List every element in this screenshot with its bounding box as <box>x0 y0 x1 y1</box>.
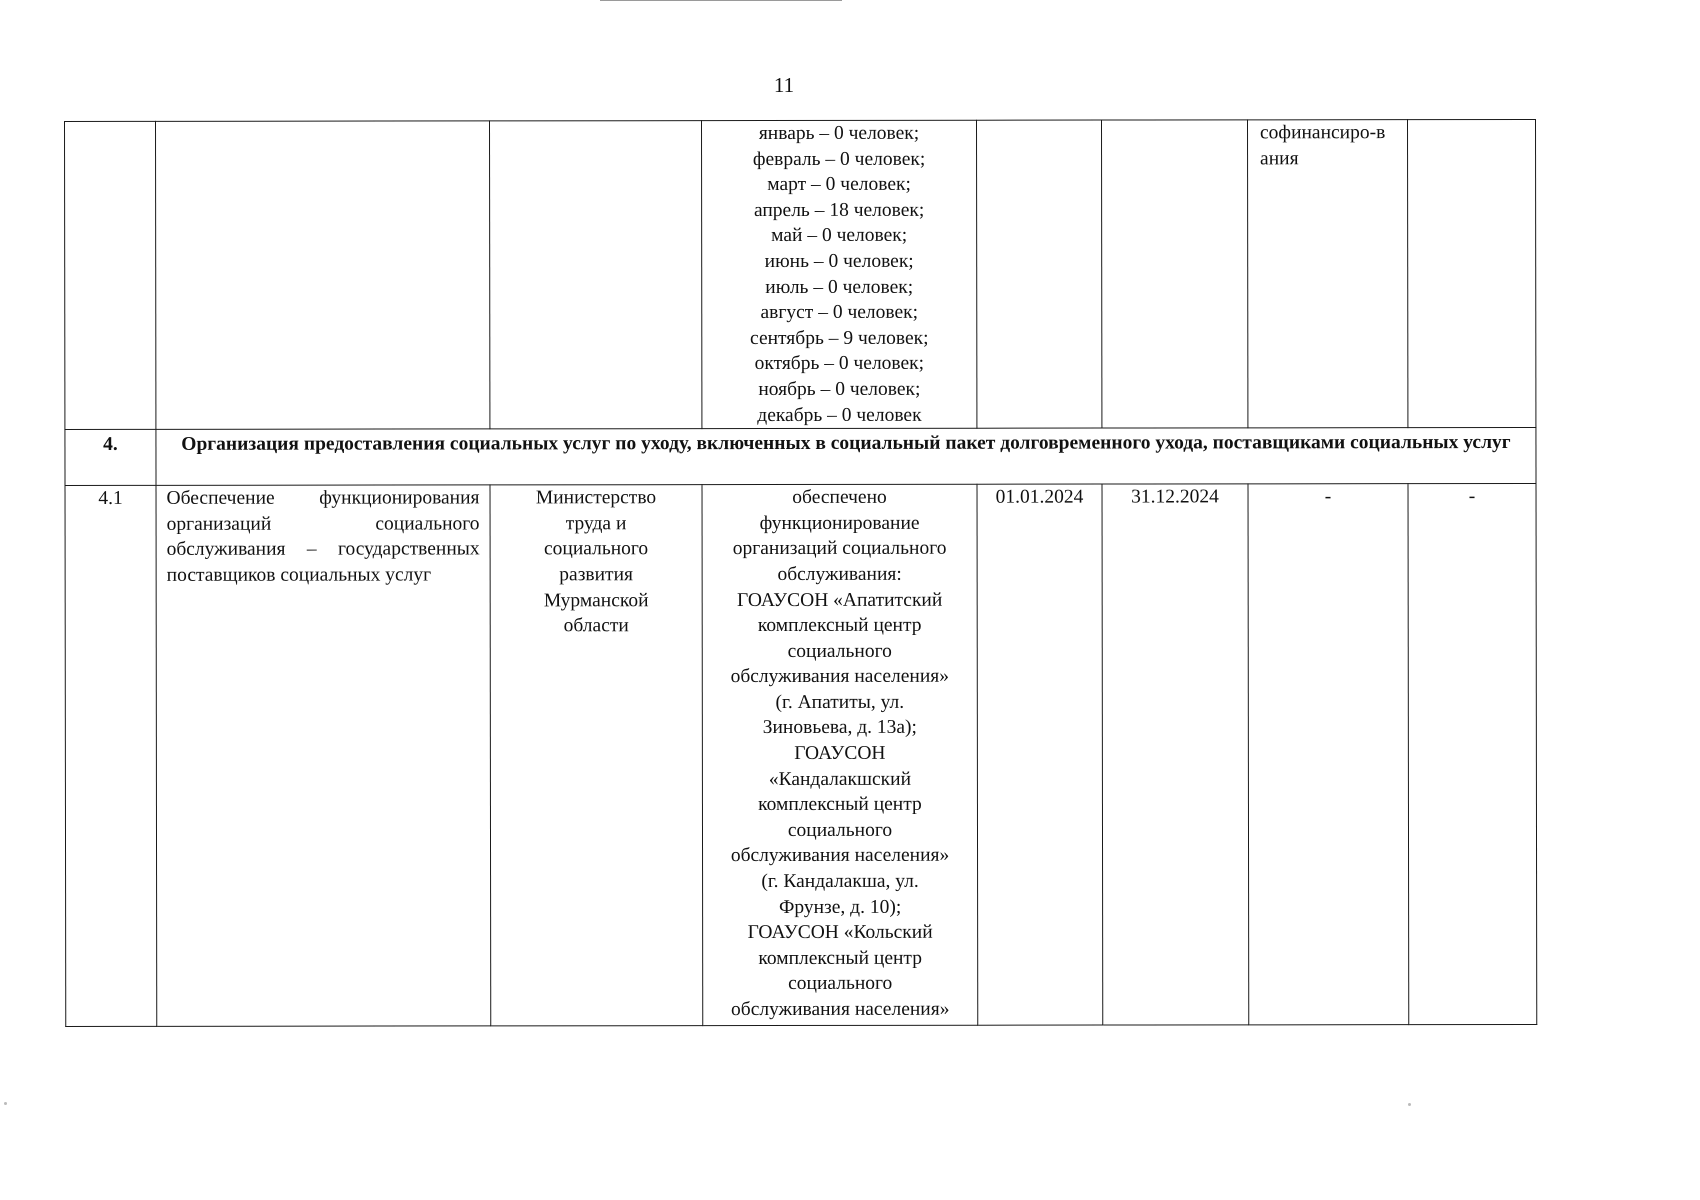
result-line: ГОАУСОН «Апатитский <box>737 589 943 611</box>
result-line: Фрунзе, д. 10); <box>778 896 902 918</box>
schedule-line: сентябрь – 9 человек; <box>750 327 929 349</box>
cell-number-empty <box>65 121 156 429</box>
schedule-line: март – 0 человек; <box>767 174 911 196</box>
result-line: организаций социального <box>732 538 947 560</box>
result-cell <box>702 484 978 1025</box>
schedule-line: май – 0 человек; <box>771 225 908 247</box>
scan-speck <box>4 1102 7 1105</box>
monthly-schedule-cell <box>702 120 977 429</box>
result-line: ГОАУСОН «Кольский <box>747 922 933 944</box>
funding-note-cell <box>1247 120 1407 428</box>
schedule-line: январь – 0 человек; <box>758 122 920 145</box>
document-table <box>64 119 1537 1027</box>
result-line: Зиновьева, д. 13а); <box>762 717 917 739</box>
scan-speck <box>1408 1103 1411 1106</box>
activity-description: Обеспечение функционирования организаций социального обслуживания – государственных поставщиков социальных услуг <box>156 485 491 1026</box>
result-line: обслуживания: <box>777 563 902 585</box>
result-line: социального <box>788 973 893 995</box>
schedule-line: октябрь – 0 человек; <box>754 353 925 375</box>
result-line: комплексный центр <box>757 614 922 637</box>
section-title: Организация предоставления социальных услуг по уходу, включенных в социальный пакет долговременного ухода, поставщиками социальных услуг <box>156 428 1536 486</box>
row-number: 4.1 <box>65 485 157 1026</box>
result-line: обслуживания населения» <box>730 666 949 688</box>
cell-end-empty <box>1101 120 1247 428</box>
last-column-value: - <box>1468 486 1476 508</box>
last-column-cell <box>1408 484 1537 1025</box>
funding-note: софинансиро-вания <box>1260 122 1386 169</box>
result-line: обслуживания населения» <box>730 845 950 867</box>
section-header-row <box>65 428 1536 486</box>
page-number: 11 <box>773 73 795 97</box>
schedule-line: ноябрь – 0 человек; <box>758 378 921 400</box>
executor-line: Министерство <box>535 487 657 509</box>
schedule-line: август – 0 человек; <box>760 301 919 324</box>
executor-line: социального <box>543 538 649 560</box>
schedule-line: декабрь – 0 человек <box>757 404 922 426</box>
continuation-row <box>65 119 1536 429</box>
end-date: 31.12.2024 <box>1102 484 1249 1025</box>
schedule-line: февраль – 0 человек; <box>752 148 926 170</box>
funding-value: - <box>1324 486 1332 508</box>
executor-line: Мурманской <box>543 589 649 611</box>
result-line: «Кандалакшский <box>768 768 912 790</box>
schedule-line: апрель – 18 человек; <box>753 199 925 221</box>
result-line: (г. Кандалакша, ул. <box>761 870 919 893</box>
executor-cell <box>490 485 703 1026</box>
result-line: социального <box>787 819 893 841</box>
result-line: социального <box>787 640 892 662</box>
result-line: обеспечено <box>792 486 887 509</box>
cell-executor-empty <box>490 121 702 429</box>
result-line: комплексный центр <box>758 794 922 816</box>
cell-activity-empty <box>156 121 490 430</box>
executor-line: развития <box>559 564 633 586</box>
result-line: (г. Апатиты, ул. <box>775 691 905 713</box>
funding-cell <box>1248 484 1409 1025</box>
schedule-line: июнь – 0 человек; <box>764 250 914 272</box>
cell-start-empty <box>976 120 1101 428</box>
section-number: 4. <box>65 429 156 485</box>
result-line: функционирование <box>759 512 920 534</box>
executor-line: области <box>563 615 629 637</box>
result-line: ГОАУСОН <box>794 742 886 765</box>
result-line: обслуживания населения» <box>731 998 950 1021</box>
scan-edge-line <box>600 0 842 1</box>
cell-last-empty <box>1407 119 1535 427</box>
start-date: 01.01.2024 <box>977 484 1103 1025</box>
result-line: комплексный центр <box>758 947 922 969</box>
executor-line: труда и <box>565 512 627 535</box>
table-row-4-1 <box>65 484 1537 1027</box>
schedule-line: июль – 0 человек; <box>765 276 914 298</box>
